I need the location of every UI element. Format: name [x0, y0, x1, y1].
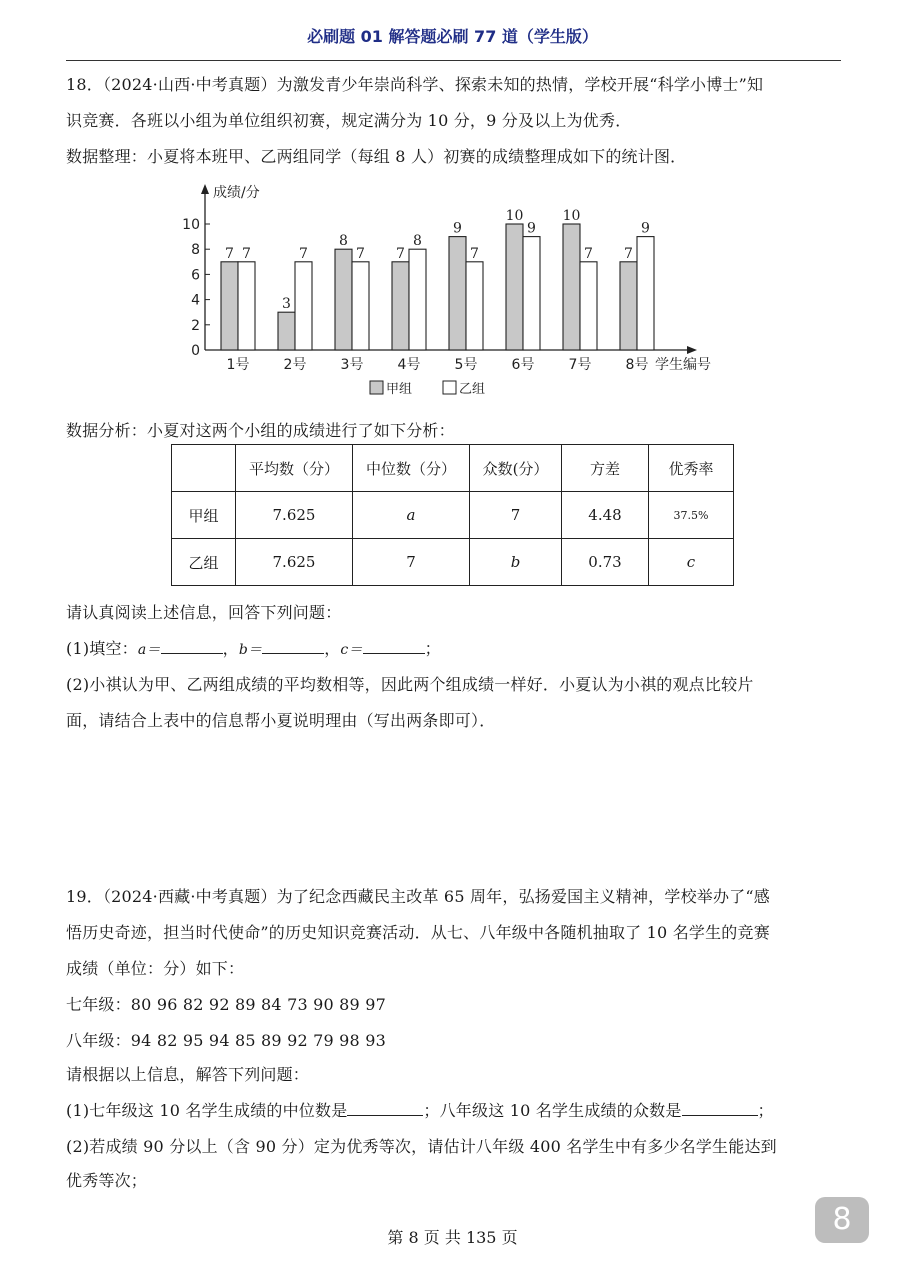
q19-line-2: 悟历史奇迹，担当时代使命”的历史知识竞赛活动．从七、八年级中各随机抽取了 10 名学生的竞赛 [66, 923, 770, 942]
x-tick-label: 3号 [340, 357, 364, 373]
table-cell: 7.625 [236, 539, 353, 586]
bar-jia [392, 262, 409, 350]
x-tick-label: 5号 [454, 357, 478, 373]
q19-part1-text: (1)七年级这 10 名学生成绩的中位数是 [66, 1101, 348, 1120]
y-tick-label: 2 [191, 317, 200, 334]
bar-yi [295, 262, 312, 350]
bar-yi [466, 262, 483, 350]
bar-value-label: 7 [396, 245, 405, 262]
median-answer-blank[interactable] [347, 1101, 423, 1116]
q19-part1-mid-text: ；八年级这 10 名学生成绩的众数是 [423, 1101, 682, 1120]
legend-swatch [370, 381, 383, 394]
answer-b-blank[interactable] [262, 639, 324, 654]
table-cell: c [649, 539, 734, 586]
table-header-row [172, 445, 734, 492]
answer-a-label: a＝ [137, 642, 161, 658]
y-axis-arrow [201, 184, 209, 194]
q19-line-3: 成绩（单位：分）如下： [66, 959, 245, 978]
bar-yi [352, 262, 369, 350]
bar-yi [637, 237, 654, 350]
q18-analysis-intro: 数据分析：小夏对这两个小组的成绩进行了如下分析： [66, 421, 455, 440]
separator: ； [757, 1101, 774, 1120]
q18-line-2: 识竞赛．各班以小组为单位组织初赛，规定满分为 10 分，9 分及以上为优秀． [66, 111, 632, 130]
table-cell: 甲组 [172, 492, 236, 539]
q18-instruction: 请认真阅读上述信息，回答下列问题： [66, 603, 342, 622]
bar-value-label: 10 [562, 208, 581, 224]
bar-jia [563, 224, 580, 350]
table-cell: 7 [353, 539, 470, 586]
bar-value-label: 9 [527, 220, 536, 237]
y-tick-label: 10 [182, 217, 200, 233]
bar-value-label: 7 [242, 245, 251, 262]
bar-value-label: 7 [225, 245, 234, 262]
q19-grade8-scores: 八年级：94 82 95 94 85 89 92 79 98 93 [66, 1031, 386, 1050]
table-header-cell [172, 445, 236, 492]
table-header-cell: 优秀率 [649, 445, 734, 492]
bar-jia [335, 249, 352, 350]
bar-jia [506, 224, 523, 350]
q19-line-1: 19．（2024·西藏·中考真题）为了纪念西藏民主改革 65 周年，弘扬爱国主义精神，学校举办了“感 [66, 887, 770, 906]
x-tick-label: 7号 [568, 357, 592, 373]
y-tick-label: 4 [191, 292, 200, 309]
page-header-title: 必刷题 01 解答题必刷 77 道（学生版） [307, 27, 598, 46]
table-row [172, 539, 734, 586]
legend-swatch [443, 381, 456, 394]
bar-value-label: 9 [641, 220, 650, 237]
bar-value-label: 7 [470, 245, 479, 262]
x-tick-label: 4号 [397, 357, 421, 373]
bar-yi [580, 262, 597, 350]
bar-jia [620, 262, 637, 350]
table-cell: 4.48 [562, 492, 649, 539]
q18-line-3: 数据整理：小夏将本班甲、乙两组同学（每组 8 人）初赛的成绩整理成如下的统计图． [66, 147, 687, 166]
q18-part1 [66, 636, 441, 659]
bar-value-label: 9 [453, 220, 462, 237]
table-header-cell: 众数(分） [470, 445, 562, 492]
y-tick-label: 8 [191, 242, 200, 259]
bar-value-label: 3 [282, 296, 291, 313]
table-cell: b [470, 539, 562, 586]
separator: ， [324, 639, 341, 658]
bar-value-label: 7 [356, 245, 365, 262]
table-cell: 7 [470, 492, 562, 539]
table-cell: 7.625 [236, 492, 353, 539]
page-number-badge: 8 [815, 1197, 869, 1243]
bar-value-label: 8 [413, 233, 422, 250]
header-divider [66, 60, 841, 61]
bar-chart [175, 178, 755, 408]
bar-yi [523, 237, 540, 350]
page-footer: 第 8 页 共 135 页 [387, 1228, 518, 1247]
q19-part2-line-2: 优秀等次； [66, 1171, 148, 1190]
bar-yi [238, 262, 255, 350]
x-tick-label: 2号 [283, 357, 307, 373]
part1-prefix: (1)填空： [66, 639, 138, 658]
answer-c-blank[interactable] [363, 639, 425, 654]
table-row [172, 492, 734, 539]
bar-jia [278, 312, 295, 350]
x-axis-label: 学生编号 [655, 357, 711, 373]
table-cell: a [353, 492, 470, 539]
y-tick-label: 6 [191, 267, 200, 284]
bar-jia [449, 237, 466, 350]
x-tick-label: 6号 [511, 357, 535, 373]
y-tick-label: 0 [191, 343, 200, 359]
q19-grade7-scores: 七年级：80 96 82 92 89 84 73 90 89 97 [66, 995, 386, 1014]
bar-value-label: 7 [584, 245, 593, 262]
q18-line-1: 18．（2024·山西·中考真题）为激发青少年崇尚科学、探索未知的热情，学校开展“科学小博士”知 [66, 75, 764, 94]
answer-a-blank[interactable] [161, 639, 223, 654]
table-header-cell: 方差 [562, 445, 649, 492]
q19-instruction: 请根据以上信息，解答下列问题： [66, 1065, 310, 1084]
x-tick-label: 1号 [226, 357, 250, 373]
q18-part2-line-2: 面，请结合上表中的信息帮小夏说明理由（写出两条即可）． [66, 711, 496, 730]
bar-yi [409, 249, 426, 350]
x-tick-label: 8号 [625, 357, 649, 373]
table-cell: 乙组 [172, 539, 236, 586]
table-header-cell: 中位数（分） [353, 445, 470, 492]
y-axis-label: 成绩/分 [213, 185, 260, 201]
x-axis-arrow [687, 346, 697, 354]
table-header-cell: 平均数（分） [236, 445, 353, 492]
bar-value-label: 7 [624, 245, 633, 262]
separator: ； [424, 639, 441, 658]
q19-part1 [66, 1098, 774, 1121]
mode-answer-blank[interactable] [682, 1101, 758, 1116]
bar-jia [221, 262, 238, 350]
legend-label: 甲组 [386, 382, 413, 397]
separator: ， [222, 639, 239, 658]
legend-label: 乙组 [459, 382, 486, 397]
answer-b-label: b＝ [238, 642, 263, 658]
bar-value-label: 10 [505, 208, 524, 224]
bar-value-label: 8 [339, 233, 348, 250]
table-cell: 0.73 [562, 539, 649, 586]
table-cell: 37.5% [649, 492, 734, 539]
answer-c-label: c＝ [340, 642, 363, 658]
q19-part2-line-1: (2)若成绩 90 分以上（含 90 分）定为优秀等次，请估计八年级 400 名学生中有多少名学生能达到 [66, 1137, 777, 1156]
q18-part2-line-1: (2)小祺认为甲、乙两组成绩的平均数相等，因此两个组成绩一样好．小夏认为小祺的观点比较片 [66, 675, 754, 694]
stats-table [171, 444, 734, 586]
bar-value-label: 7 [299, 245, 308, 262]
